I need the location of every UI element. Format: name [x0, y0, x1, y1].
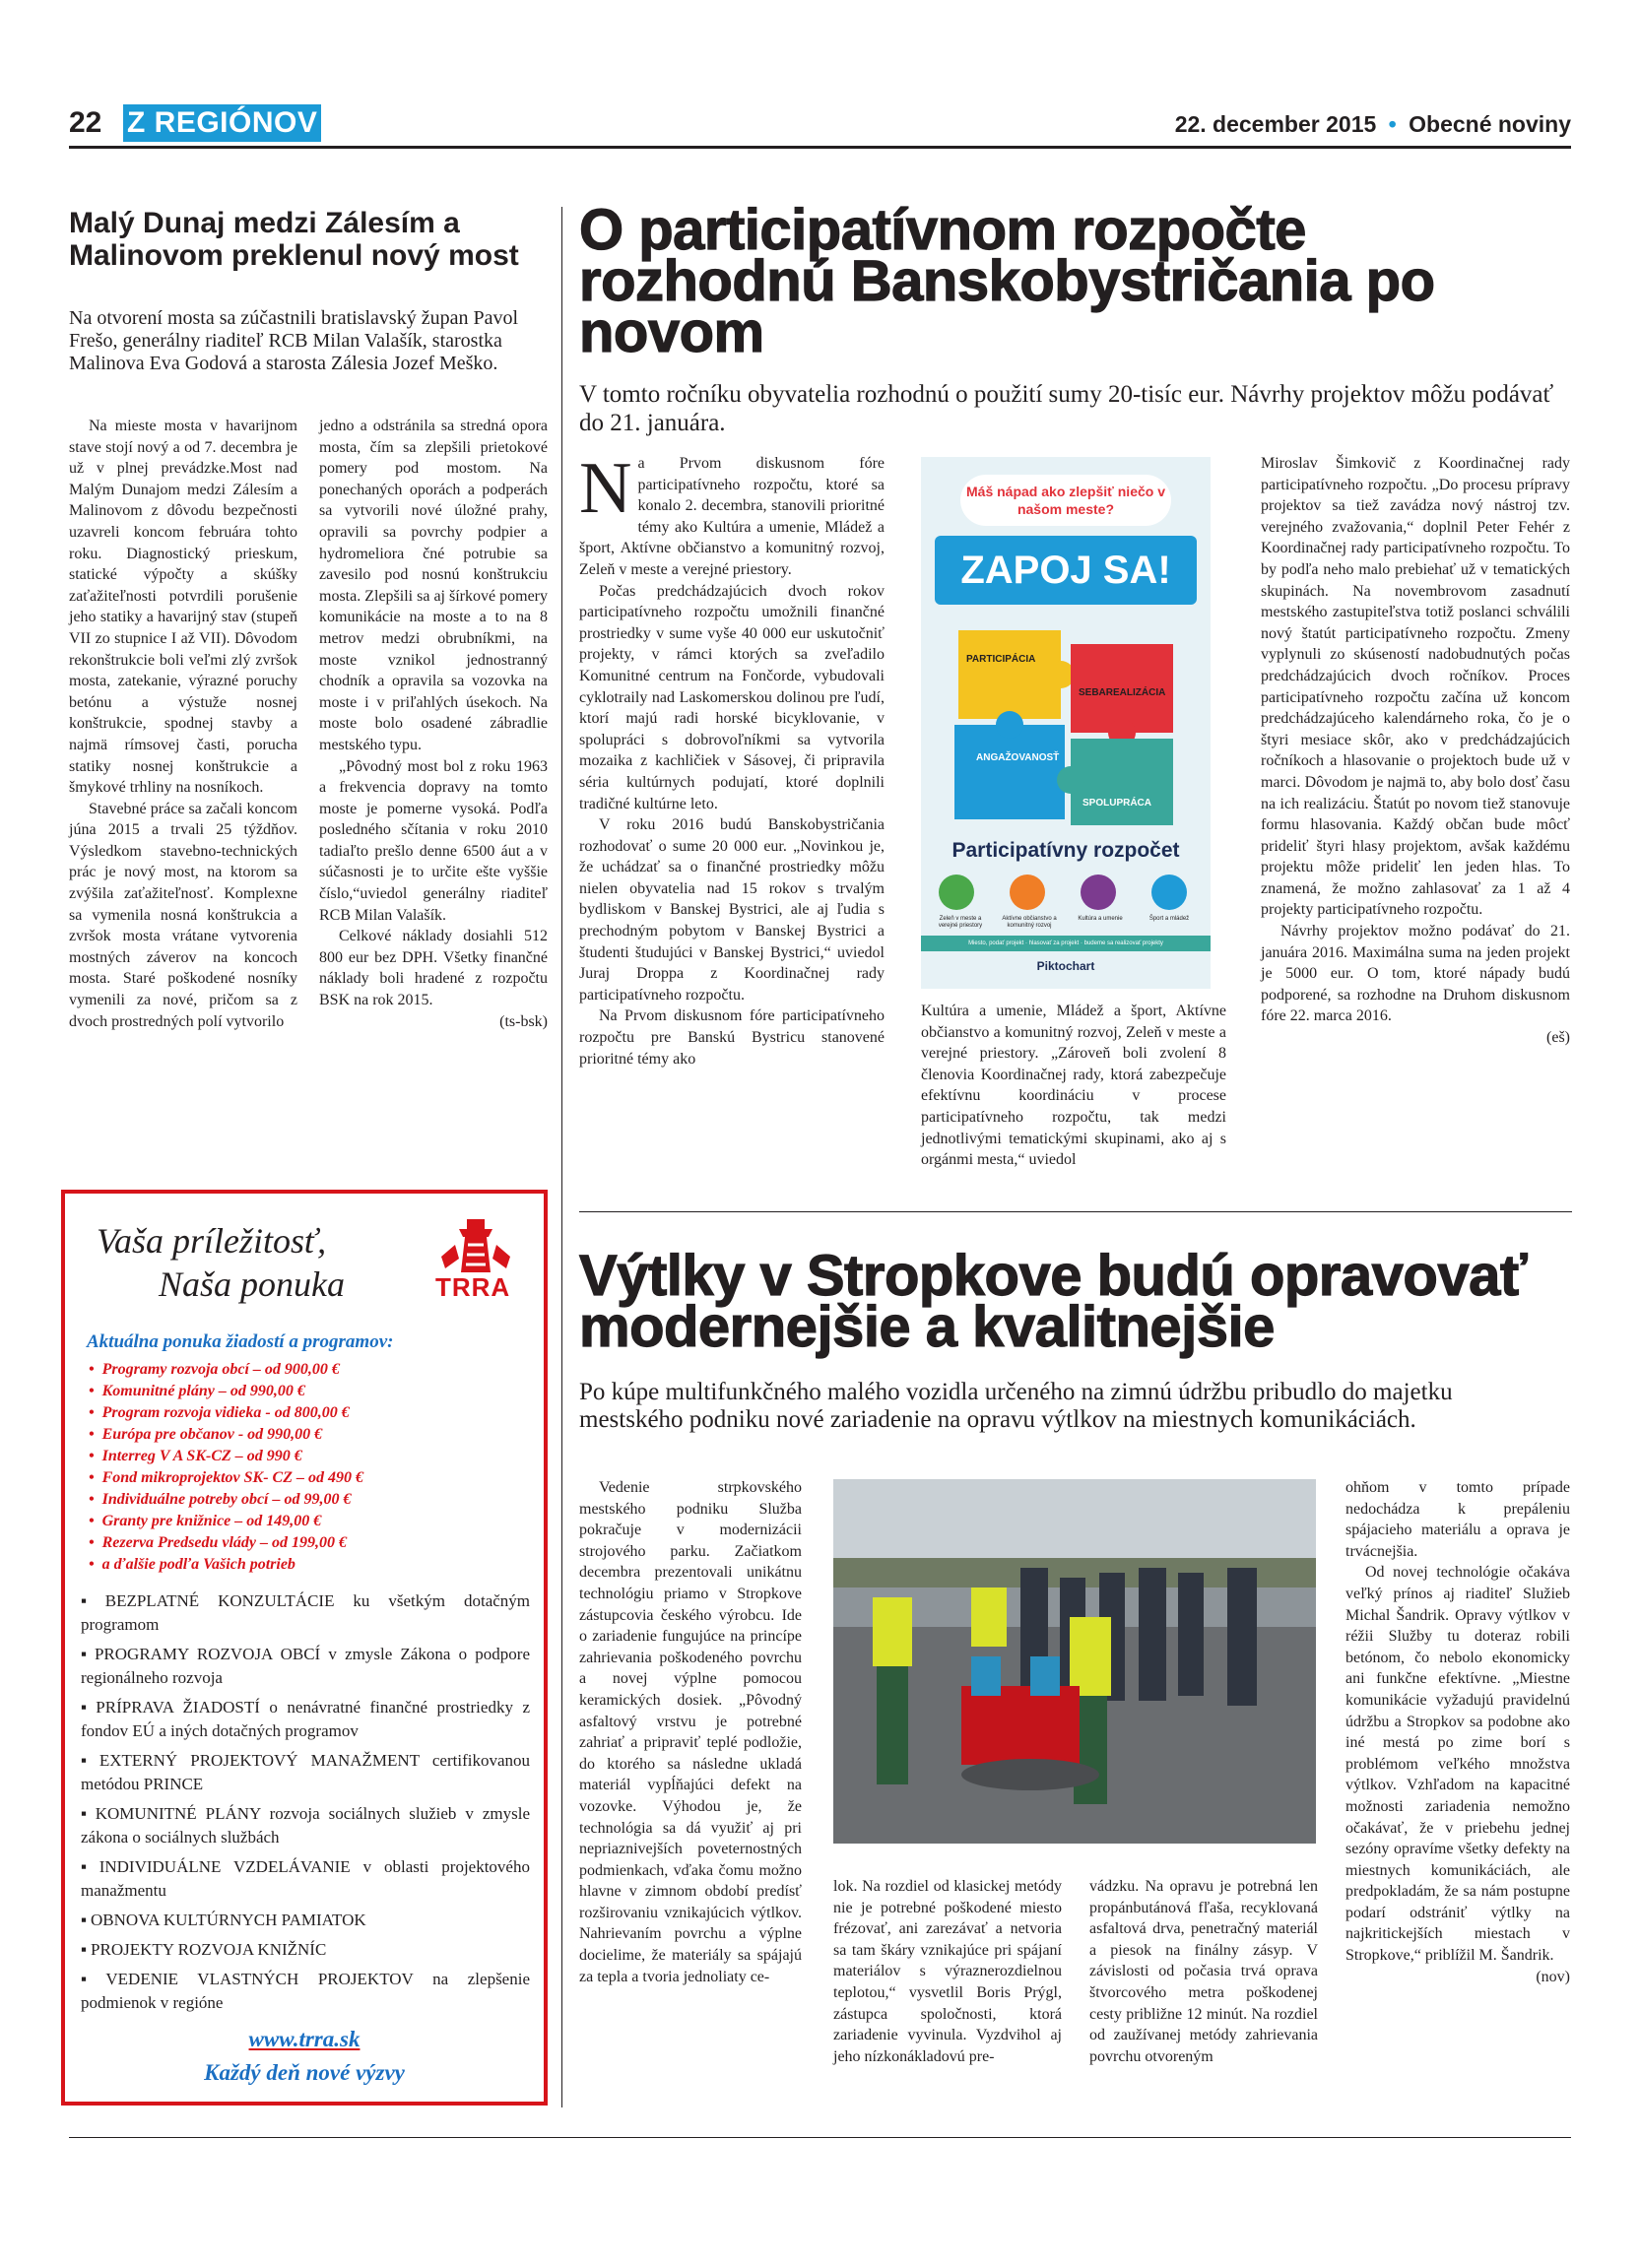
- service-item: ▪ EXTERNÝ PROJEKTOVÝ MANAŽMENT certifikovanou metódou PRINCE: [81, 1749, 530, 1796]
- offer-item: • Program rozvoja vidieka - od 800,00 €: [89, 1402, 522, 1424]
- poster-question: Máš nápad ako zlepšiť niečo v našom meste?: [960, 475, 1171, 526]
- issue-date-line: [1175, 110, 1571, 138]
- offer-item: • Rezerva Predsedu vlády – od 199,00 €: [89, 1532, 522, 1554]
- paragraph: Na Prvom diskusnom fóre participatívneho rozpočtu pre Banskú Bystricu stanovené prioritné témy ako: [579, 1007, 885, 1068]
- poster-footer-bar: Miesto, podať projekt · hlasovať za projekt · budeme sa realizovať projekty: [921, 936, 1211, 951]
- article2-column-2: [921, 1001, 1226, 1171]
- offer-item: • Komunitné plány – od 990,00 €: [89, 1381, 522, 1402]
- puzzle-label: SEBAREALIZÁCIA: [1079, 687, 1166, 698]
- article3-column-3: [1089, 1876, 1318, 2067]
- service-item: ▪ KOMUNITNÉ PLÁNY rozvoja sociálnych služieb v zmysle zákona o sociálnych službách: [81, 1802, 530, 1849]
- paragraph-text: a Prvom diskusnom fóre participatívneho rozpočtu, ktoré sa konalo 2. decembra, stanovili prioritné témy ako Kultúra a umenie, Mládež a šport, Aktívne občianstvo a komunitný rozvoj, Zeleň v meste a verejné priestory.: [579, 455, 885, 578]
- ad-website-link[interactable]: www.trra.sk: [248, 2027, 361, 2051]
- article1-column-1: [69, 416, 297, 1032]
- article-separator: [579, 1211, 1572, 1212]
- article1-column-2: [319, 416, 548, 1032]
- article2-signature: (eš): [1546, 1029, 1570, 1047]
- ad-tagline: Každý deň nové výzvy: [204, 2060, 405, 2085]
- paragraph: Stavebné práce sa začali koncom júna 2015 a trvali 25 týždňov. Výsledkom stavebno-technických prác je nový most, na ktorom sa zvýšila zaťažiteľnosť. Komplexne sa vymenila nosná konštrukcia a zvršok mosta vrátane vytvorenia mostných záverov na koncoch mosta. Staré poškodené nosníky vymenili za nové, pričom sa z dvoch prostredných polí vytvorilo: [69, 800, 297, 1030]
- trra-logo: [431, 1215, 520, 1304]
- offers-title: Aktuálna ponuka žiadostí a programov:: [87, 1331, 394, 1352]
- paragraph: Počas predchádzajúcich dvoch rokov participatívneho rozpočtu umožnili finančné prostriedky v sume vyše 40 000 eur uskutočniť projekty, v rámci ktorých sa zveľadilo Komunitné centrum na Fončorde, vybudovali cyklotraily nad Laskomerskou dolinou pre ľudí, ktorí majú radi horské bicyklovanie, v spolupráci s dobrovoľníkmi sa vytvorila mozaika z kachličiek v Sásovej, či pripravila séria kultúrnych podujatí, ktoré doplnili tradičné kultúrne leto.: [579, 582, 885, 812]
- offer-item: • Granty pre knižnice – od 149,00 €: [89, 1511, 522, 1532]
- theme-icons: [937, 875, 1195, 914]
- trra-advertisement: [61, 1190, 548, 2106]
- paragraph: Miroslav Šimkovič z Koordinačnej rady participatívneho rozpočtu. „Do procesu prípravy projektov sa tiež zavádza nový nástroj tzv. verejného zvažovania,“ doplnil Peter Fehér z Koordinačnej rady participatívneho rozpočtu. To by podľa neho malo prebiehať už v tematických skupinách. Na novembrovom zasadnutí mestského zastupiteľstva totiž poslanci schválili nový štatút participatívneho rozpočtu. Zmeny vyplynuli zo skúseností nadobudnutých počas predchádzajúcich dvoch ročníkov. Proces participatívneho rozpočtu začína už koncom predchádzajúceho kalendárneho roka, čo je o štyri mesiace skôr, ako v predchádzajúcich ročníkoch a hlasovanie o projektoch bude už v marci. Dôvodom je najmä to, aby bolo dosť času na ich realizáciu. Štatút po novom tiež stanovuje formu hlasovania. Každý občan bude môcť prideliť štyri hlasy projektom, avšak každému projektu môže prideliť len jeden hlas. To znamená, že možno zahlasovať za 1 až 4 projekty participatívneho rozpočtu.: [1261, 455, 1570, 919]
- paragraph: jedno a odstránila sa stredná opora mosta, čím sa zlepšili prietokové pomery pod mostom. Na ponechaných oporách a podperách sa vytvorili nové úložné prahy, opravili sa povrchy podpier a hydromeliora čné potrubie sa zavesilo pod nosnú konštrukciu mosta. Zlepšili sa aj šírkové pomery komunikácie na moste a to na 8 metrov medzi obrubníkmi, na moste vznikol jednostranný chodník a opravila sa vozovka na moste i v priľahlých úsekoch. Na moste bolo osadené zábradlie mestského typu.: [319, 418, 548, 753]
- icon-label: Aktívne občianstvo a komunitný rozvoj: [1002, 916, 1057, 929]
- article2-lead: V tomto ročníku obyvatelia rozhodnú o použití sumy 20-tisíc eur. Návrhy projektov môžu podávať do 21. januára.: [579, 381, 1554, 436]
- trra-logo-text: TRRA: [435, 1272, 511, 1302]
- article3-lead: Po kúpe multifunkčného malého vozidla určeného na zimnú údržbu pribudlo do majetku mestského podniku nové zariadenie na opravu výtlkov na miestnych komunikáciách.: [579, 1379, 1453, 1433]
- paragraph: Kultúra a umenie, Mládež a šport, Aktívne občianstvo a komunitný rozvoj, Zeleň v meste a verejné priestory. „Zároveň boli zvolení 8 členovia Koordinačnej rady, ktorá zabezpečuje efektívnu koordináciu v procese participatívneho rozpočtu, tak medzi jednotlivými tematickými skupinami, ako aj s orgánmi mesta,“ uviedol: [921, 1003, 1226, 1169]
- puzzle-label: PARTICIPÁCIA: [966, 654, 1036, 665]
- issue-date: 22. december 2015: [1174, 111, 1377, 137]
- poster-subtitle: Participatívny rozpočet: [951, 839, 1180, 862]
- theatre-masks-icon: [1081, 875, 1116, 910]
- paragraph: V roku 2016 budú Banskobystričania rozhodovať o sume 20 000 eur. „Novinkou je, že uchádzať sa o finančné prostriedky môžu nielen obyvatelia nad 15 rokov s trvalým bydliskom v Banskej Bystrici, ale aj ľudia s prechodným pobytom v Banskej Bystrici a študenti študujúci v Banskej Bystrici,“ uviedol Juraj Droppa z Koordinačnej rady participatívneho rozpočtu.: [579, 816, 885, 1004]
- puzzle-label: SPOLUPRÁCA: [1082, 798, 1152, 809]
- participatory-budget-poster: [921, 457, 1211, 989]
- offers-list: [89, 1359, 522, 1576]
- ad-slogan-1: Vaša príležitosť,: [97, 1221, 327, 1261]
- article1-title: Malý Dunaj medzi Zálesím a Malinovom preklenul nový most: [69, 207, 519, 272]
- article2-column-3: [1261, 453, 1570, 1049]
- offer-item: • a ďalšie podľa Vašich potrieb: [89, 1554, 522, 1576]
- article3-signature: (nov): [1536, 1968, 1570, 1985]
- recycle-icon: [939, 875, 974, 910]
- poster-cta-banner: ZAPOJ SA!: [935, 536, 1197, 605]
- offer-item: • Interreg V A SK-CZ – od 990 €: [89, 1446, 522, 1467]
- header-rule: [69, 146, 1571, 149]
- page-number: 22: [69, 106, 102, 139]
- section-label: Z REGIÓNOV: [123, 104, 321, 142]
- piktochart-brand: Piktochart: [1036, 959, 1095, 973]
- paragraph: Na mieste mosta v havarijnom stave stojí nový a od 7. decembra je už v plnej prevádzke.Most nad Malým Dunajom medzi Zálesím a Malinovom z dôvodu bezpečnosti uzavreli koncom februára tohto roku. Diagnostický prieskum, statické výpočty a skúšky zaťažiteľnosti potvrdili porušenie jeho statiky a havarijný stav (stupeň VII zo stupnice I až VII). Dôvodom rekonštrukcie boli veľmi zlý zvršok mosta, zatekanie, výrazné poruchy betónu a výstuže nosnej konštrukcie, spodnej stavby a najmä rímsovej časti, porucha statiky nosnej konštrukcie a šmykové trhliny na nosníkoch.: [69, 418, 297, 797]
- offer-item: • Fond mikroprojektov SK- CZ – od 490 €: [89, 1467, 522, 1489]
- paragraph: „Pôvodný most bol z roku 1963 a frekvencia dopravy na tomto moste je pomerne vysoká. Podľa posledného sčítania v roku 2010 tadiaľto prešlo denne 6500 áut a v súčasnosti je to určite ešte vyššie číslo,“uviedol generálny riaditeľ RCB Milan Valašík.: [319, 757, 548, 924]
- drop-cap: N: [579, 448, 632, 529]
- services-list: [81, 1589, 530, 2021]
- paragraph: lok. Na rozdiel od klasickej metódy nie je potrebné poškodené miesto frézovať, ani zarezávať a netvoria sa tam škáry vznikajúce pri spájaní materiálov s výraznerozdielnou teplotou,“ vysvetlil Boris Prýgl, zástupca spoločnosti, ktorá zariadenie vyvinula. Vyzdvihol aj jeho nízkonákladovú pre-: [833, 1878, 1062, 2065]
- icon-label: Šport a mládež: [1148, 916, 1190, 922]
- service-item: ▪ OBNOVA KULTÚRNYCH PAMIATOK: [81, 1909, 530, 1932]
- football-icon: [1151, 875, 1187, 910]
- offer-item: • Európa pre občanov - od 990,00 €: [89, 1424, 522, 1446]
- column-divider: [561, 207, 562, 2107]
- article3-title: Výtlky v Stropkove budú opravovať modernejšie a kvalitnejšie: [579, 1244, 1528, 1359]
- icon-label: Zeleň v meste a verejné priestory: [938, 916, 983, 929]
- newspaper-name: Obecné noviny: [1409, 111, 1571, 137]
- service-item: ▪ PROJEKTY ROZVOJA KNIŽNÍC: [81, 1938, 530, 1962]
- service-item: ▪ PRÍPRAVA ŽIADOSTÍ o nenávratné finančné prostriedky z fondov EÚ a iných dotačných programov: [81, 1696, 530, 1743]
- paragraph: Celkové náklady dosiahli 512 800 eur bez DPH. Všetky finančné náklady boli hradené z rozpočtu BSK na rok 2015.: [319, 928, 548, 1009]
- article3-column-1: [579, 1477, 802, 1987]
- photo-image: [833, 1479, 1316, 1844]
- service-item: ▪ INDIVIDUÁLNE VZDELÁVANIE v oblasti projektového manažmentu: [81, 1855, 530, 1903]
- ad-slogan-2: Naša ponuka: [159, 1264, 345, 1304]
- article1-lead: Na otvorení mosta sa zúčastnili bratislavský župan Pavol Frešo, generálny riaditeľ RCB Milan Valašík, starostka Malinova Eva Godová a starosta Zálesia Jozef Meško.: [69, 307, 519, 374]
- article3-column-2: [833, 1876, 1062, 2067]
- separator-bullet: •: [1388, 111, 1397, 137]
- paragraph: Návrhy projektov možno podávať do 21. januára 2016. Maximálna suma na jeden projekt je 5000 eur. O tom, ktoré nápady budú podporené, sa rozhodne na Druhom diskusnom fóre 22. marca 2016.: [1261, 923, 1570, 1025]
- puzzle-label: ANGAŽOVANOSŤ: [976, 752, 1060, 763]
- icon-label: Kultúra a umenie: [1078, 916, 1123, 922]
- paragraph: vádzku. Na opravu je potrebná len propánbutánová fľaša, recyklovaná asfaltová drva, penetračný materiál a piesok na finálny zásyp. V závislosti od počasia trvá oprava štvorcového metra poškodenej cesty približne 12 minút. Na rozdiel od zaužívanej metódy zahrievania povrchu otvoreným: [1089, 1878, 1318, 2065]
- service-item: ▪ PROGRAMY ROZVOJA OBCÍ v zmysle Zákona o podpore regionálneho rozvoja: [81, 1643, 530, 1690]
- footer-rule: [69, 2137, 1571, 2138]
- paragraph: Od novej technológie očakáva veľký prínos aj riaditeľ Služieb Michal Šandrik. Opravy výtlkov v réžii Služby tu doteraz robili betónom, čo nebolo ekonomicky ani funkčne efektívne. „Miestne komunikácie vyžadujú pravidelnú údržbu a Stropkov sa podobne ako iné mestá po zime borí s problémom veľkého množstva výtlkov. Vzhľadom na kapacitné možnosti zariadenia nemožno očakávať, že v priebehu jednej sezóny opravíme všetky defekty na miestnych komunikáciách, ale predpokladám, že sa nám postupne podarí odstrániť výtlky na najkritickejších miestach v Stropkove,“ priblížil M. Šandrik.: [1345, 1564, 1570, 1965]
- article2-column-1: [579, 448, 885, 1069]
- article2-title: O participatívnom rozpočte rozhodnú Banskobystričania po novom: [579, 198, 1435, 364]
- service-item: ▪ BEZPLATNÉ KONZULTÁCIE ku všetkým dotačným programom: [81, 1589, 530, 1637]
- service-item: ▪ VEDENIE VLASTNÝCH PROJEKTOV na zlepšenie podmienok v regióne: [81, 1968, 530, 2015]
- offer-item: • Programy rozvoja obcí – od 900,00 €: [89, 1359, 522, 1381]
- offer-item: • Individuálne potreby obcí – od 99,00 €: [89, 1489, 522, 1511]
- paragraph: Vedenie strpkovského mestského podniku Služba pokračuje v modernizácii strojového parku. Začiatkom decembra prezentovali unikátnu technológiu priamo v Stropkove zástupcovia českého výrobcu. Ide o zariadenie fungujúce na princípe zahrievania poškodeného povrchu a novej výplne pomocou keramických dosiek. „Pôvodný asfaltový vrstvu je potrebné zahriať a pripraviť teplé podložie, do ktorého sa následne ukladá materiál vypĺňajúci defekt na vozovke. Výhodou je, že technológia sa dá využiť aj pri nepriaznivejších poveternostných podmienkach, vďaka čomu možno hlavne v zimnom období predísť rozširovaniu vznikajúcich výtlkov. Nahrievaním povrchu a výplne docielime, že materiály sa spájajú za tepla a tvoria jednoliaty ce-: [579, 1479, 802, 1985]
- paragraph: ohňom v tomto prípade nedochádza k prepáleniu spájacieho materiálu a oprava je trvácnejšia.: [1345, 1479, 1570, 1560]
- pothole-repair-photo: [833, 1479, 1316, 1844]
- article1-signature: (ts-bsk): [499, 1012, 548, 1030]
- people-icon: [1010, 875, 1045, 910]
- article3-column-4: [1345, 1477, 1570, 1987]
- paragraph: [579, 448, 885, 581]
